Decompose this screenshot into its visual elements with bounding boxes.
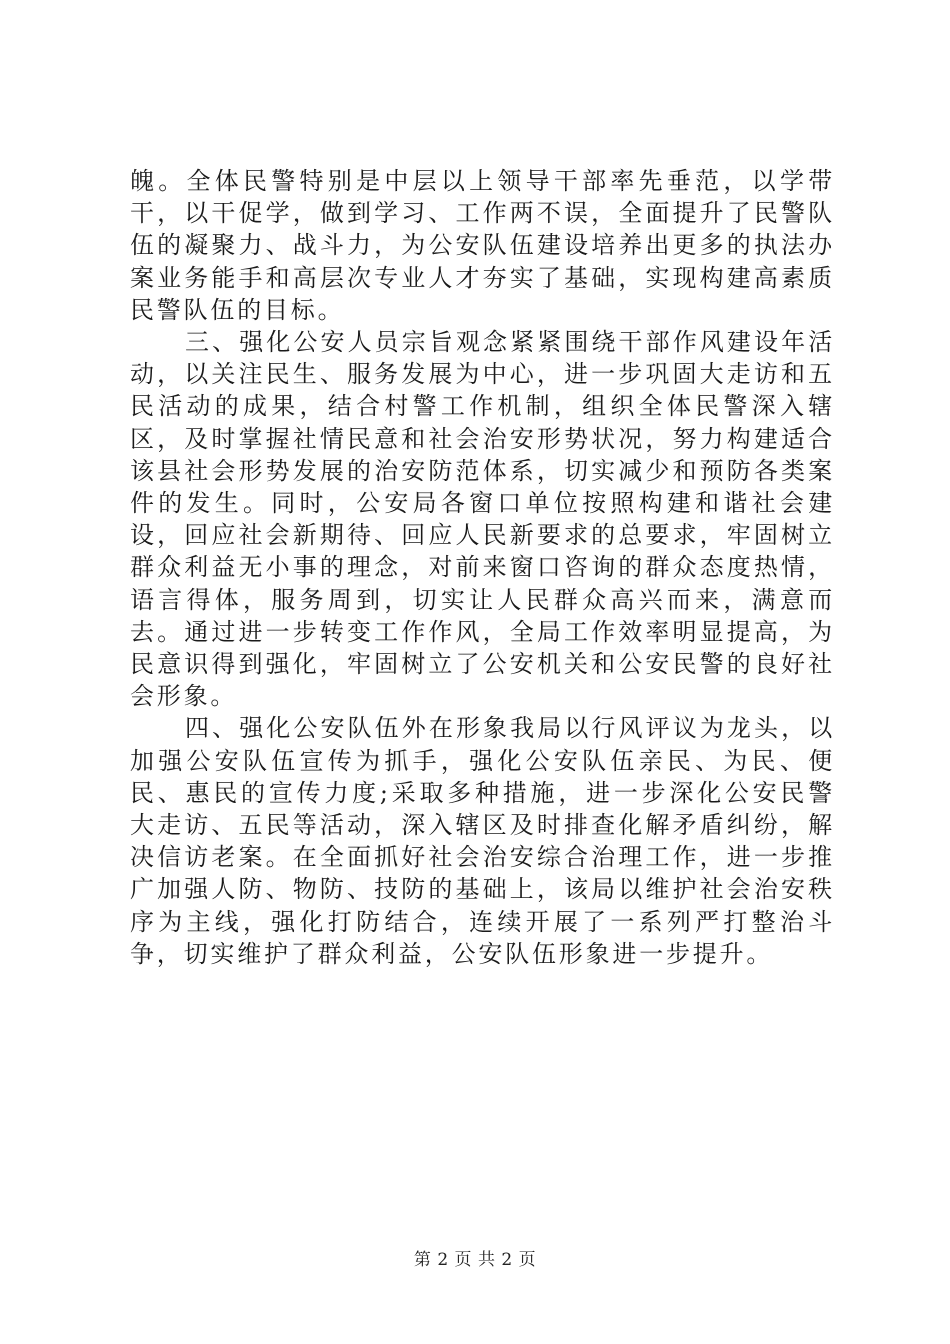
- paragraph-continuation: 魄。全体民警特别是中层以上领导干部率先垂范，以学带干，以干促学，做到学习、工作两不误，全面提升了民警队伍的凝聚力、战斗力，为公安队伍建设培养出更多的执法办案业务能手和高层次专业人才夯实了基础，实现构建高素质民警队伍的目标。: [130, 167, 835, 324]
- paragraph-section-four: 四、强化公安队伍外在形象我局以行风评议为龙头，以加强公安队伍宣传为抓手，强化公安队伍亲民、为民、便民、惠民的宣传力度;采取多种措施，进一步深化公安民警大走访、五民等活动，深入辖区及时排查化解矛盾纠纷，解决信访老案。在全面抓好社会治安综合治理工作，进一步推广加强人防、物防、技防的基础上，该局以维护社会治安秩序为主线，强化打防结合，连续开展了一系列严打整治斗争，切实维护了群众利益，公安队伍形象进一步提升。: [130, 714, 835, 968]
- page-number-label: 第 2 页 共 2 页: [413, 1250, 537, 1270]
- document-body: [130, 165, 835, 970]
- paragraph-section-three: 三、强化公安人员宗旨观念紧紧围绕干部作风建设年活动，以关注民生、服务发展为中心，进一步巩固大走访和五民活动的成果，结合村警工作机制，组织全体民警深入辖区，及时掌握社情民意和社会治安形势状况，努力构建适合该县社会形势发展的治安防范体系，切实减少和预防各类案件的发生。同时，公安局各窗口单位按照构建和谐社会建设，回应社会新期待、回应人民新要求的总要求，牢固树立群众利益无小事的理念，对前来窗口咨询的群众态度热情，语言得体，服务周到，切实让人民群众高兴而来，满意而去。通过进一步转变工作作风，全局工作效率明显提高，为民意识得到强化，牢固树立了公安机关和公安民警的良好社会形象。: [130, 328, 835, 711]
- page-footer: [0, 1245, 950, 1270]
